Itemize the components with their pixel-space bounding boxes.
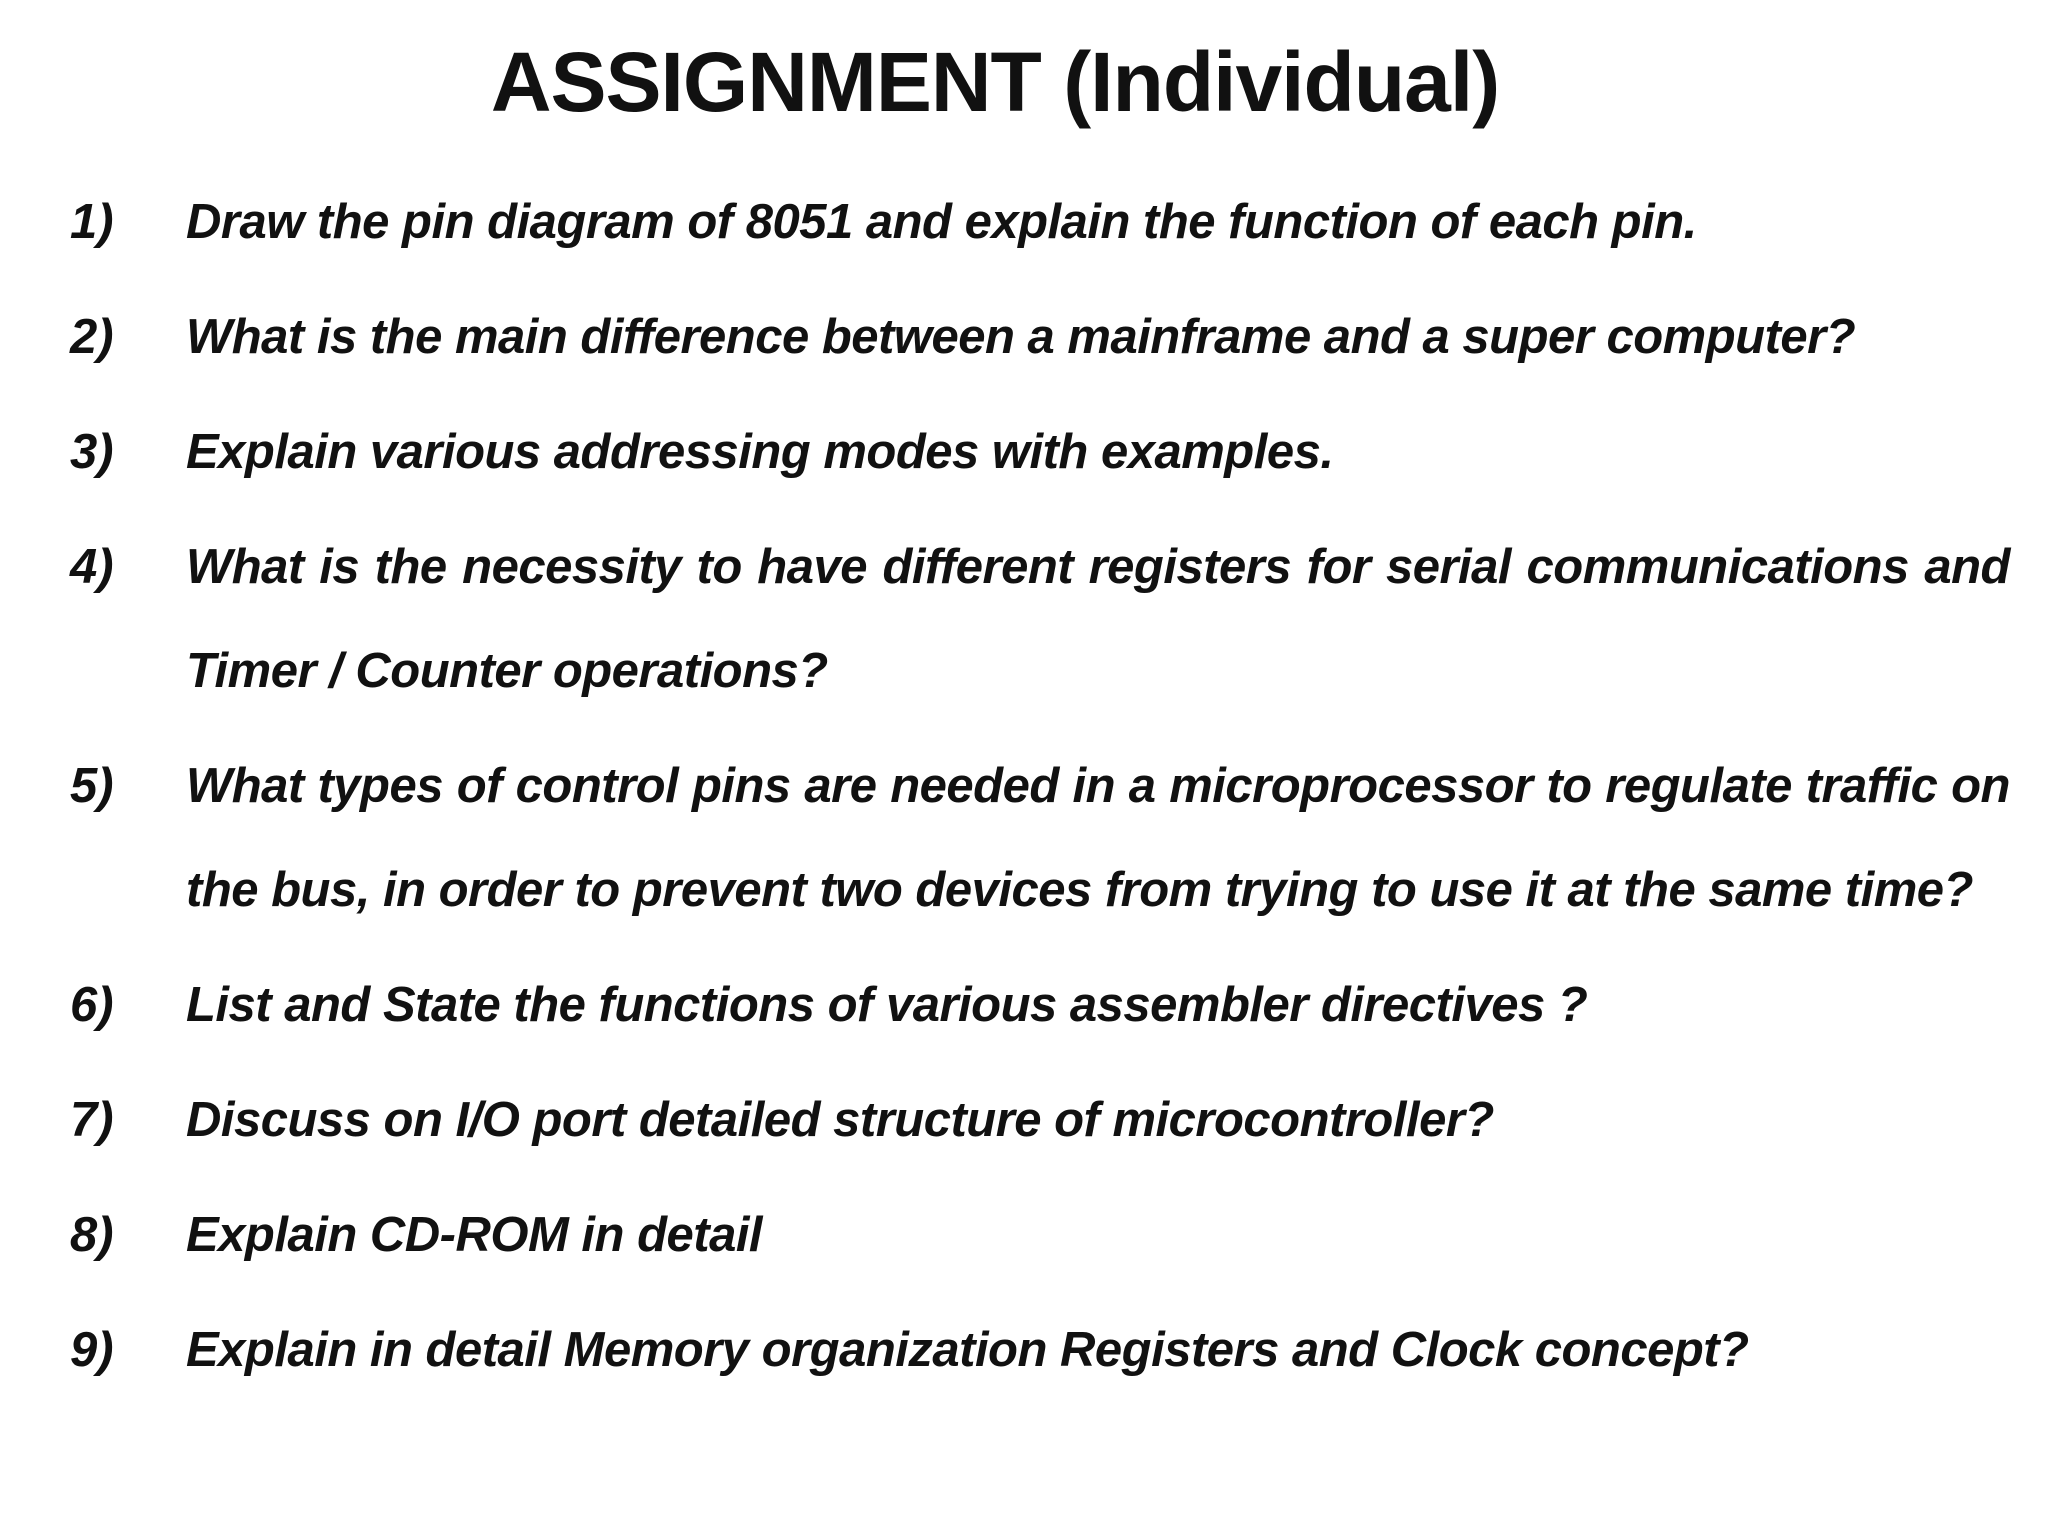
question-number: 1) [70,195,114,249]
question-text: Discuss on I/O port detailed structure of microcontroller? [186,1093,1494,1147]
question-text: What types of control pins are needed in a microprocessor to regulate traffic on the bus, in order to prevent two devices from trying to use it at the same time? [186,759,2010,917]
question-item-2 [70,285,2010,389]
question-number: 6) [70,978,114,1032]
question-number: 9) [70,1323,114,1377]
question-text: Explain CD-ROM in detail [186,1208,763,1262]
page-title: ASSIGNMENT (Individual) [490,35,1500,129]
question-number: 2) [70,310,114,364]
question-number: 5) [70,759,114,813]
question-text: Explain various addressing modes with examples. [186,425,1334,479]
question-item-9 [70,1298,2010,1402]
question-text: What is the necessity to have different registers for serial communications and Timer / Counter operations? [186,540,2010,698]
question-item-8 [70,1183,2010,1287]
question-item-6 [70,953,2010,1057]
question-item-7 [70,1068,2010,1172]
question-list [70,170,2010,1413]
question-item-5 [70,734,2010,942]
question-number: 3) [70,425,114,479]
question-number: 7) [70,1093,114,1147]
question-item-1 [70,170,2010,274]
question-text: Explain in detail Memory organization Registers and Clock concept? [186,1323,1749,1377]
question-text: Draw the pin diagram of 8051 and explain the function of each pin. [186,195,1697,249]
question-number: 8) [70,1208,114,1262]
question-text: What is the main difference between a mainframe and a super computer? [186,310,1856,364]
question-item-4 [70,515,2010,723]
question-text: List and State the functions of various assembler directives ? [186,978,1588,1032]
question-number: 4) [70,540,114,594]
question-item-3 [70,400,2010,504]
